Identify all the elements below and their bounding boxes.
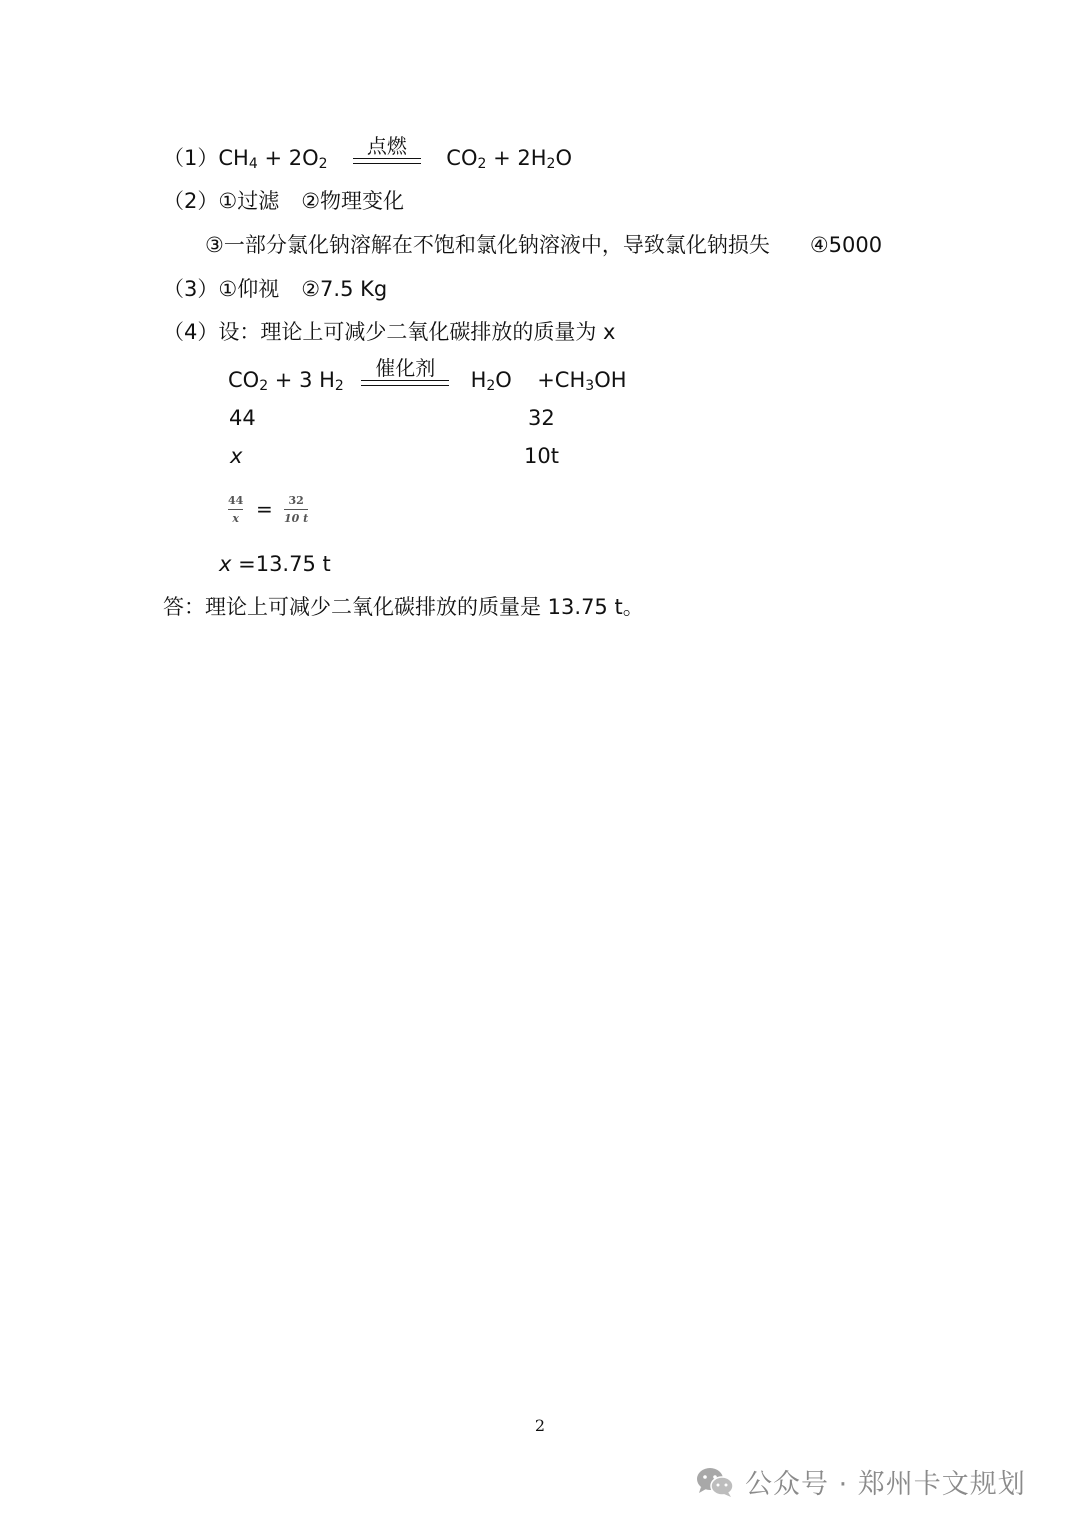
- plus-sign: +: [486, 146, 518, 170]
- result-value: =13.75 t: [231, 552, 331, 576]
- subscript: 4: [248, 156, 258, 172]
- watermark-text: 公众号 · 郑州卡文规划: [745, 1469, 1026, 1500]
- fraction-denominator: x: [232, 512, 239, 525]
- answer-item: ②7.5 Kg: [301, 277, 388, 301]
- answer-item: ①仰视: [218, 277, 280, 301]
- formula-h2o-tail: O: [555, 146, 572, 170]
- subscript: 2: [259, 378, 269, 394]
- formula-h2o: 2H: [517, 146, 547, 170]
- unknown-x: x: [230, 444, 243, 468]
- question-label-4: （4）: [163, 320, 219, 344]
- wechat-icon: [695, 1466, 735, 1498]
- question-label-3: （3）: [163, 277, 219, 301]
- mass-co2: 44: [229, 406, 256, 430]
- final-answer: 答：理论上可减少二氧化碳排放的质量是 13.75 t。: [163, 595, 644, 619]
- formula-ch3oh: +CH: [537, 368, 586, 392]
- answer-item: ④5000: [809, 233, 883, 257]
- reaction-arrow-2: [361, 357, 449, 386]
- subscript: 2: [486, 378, 496, 394]
- reaction-condition: 点燃: [366, 133, 407, 158]
- fraction-bar: [228, 509, 243, 510]
- formula-h2: + 3 H: [268, 368, 335, 392]
- answer-item: ②物理变化: [301, 189, 405, 213]
- formula-co2: CO: [228, 368, 260, 392]
- fraction-numerator: 32: [288, 494, 304, 507]
- formula-co2: CO: [446, 146, 478, 170]
- double-line: [353, 158, 421, 164]
- fraction-numerator: 44: [228, 494, 244, 507]
- fraction-bar: [284, 509, 308, 510]
- subscript: 2: [334, 378, 344, 394]
- answer-line-1: [163, 133, 572, 174]
- formula-o2: 2O: [288, 146, 319, 170]
- answer-item: ③一部分氯化钠溶解在不饱和氯化钠溶液中，导致氯化钠损失: [205, 233, 770, 257]
- page-number: 2: [534, 1416, 546, 1435]
- fraction-right: [284, 494, 308, 525]
- reaction-arrow-1: [353, 135, 421, 164]
- formula-ch3oh-tail: OH: [594, 368, 627, 392]
- given-mass: 10t: [524, 444, 559, 468]
- answer-line-2b: [205, 231, 882, 259]
- fraction-denominator: 10 t: [284, 512, 309, 525]
- result-line: [219, 550, 331, 578]
- subscript: 3: [585, 378, 595, 394]
- equation-line: [228, 355, 627, 396]
- question-label-2: （2）: [163, 189, 219, 213]
- ratio-equals: =: [256, 497, 273, 521]
- subscript: 2: [318, 156, 328, 172]
- result-variable: x: [219, 552, 232, 576]
- question-label-1: （1）: [163, 146, 219, 170]
- reaction-condition: 催化剂: [375, 355, 436, 380]
- answer-line-4: [163, 318, 615, 346]
- answer-line-2: [163, 187, 404, 215]
- mass-ch3oh: 32: [528, 406, 555, 430]
- plus-sign: +: [257, 146, 289, 170]
- fraction-left: [228, 494, 243, 525]
- double-line: [361, 380, 449, 386]
- formula-h2o-tail: O: [495, 368, 512, 392]
- formula-ch4: CH: [218, 146, 249, 170]
- watermark: [695, 1462, 1026, 1501]
- formula-h2o: H: [470, 368, 487, 392]
- subscript: 2: [477, 156, 487, 172]
- answer-line-3: [163, 275, 387, 303]
- setup-text: 设：理论上可减少二氧化碳排放的质量为 x: [218, 320, 616, 344]
- answer-item: ①过滤: [218, 189, 280, 213]
- subscript: 2: [546, 156, 556, 172]
